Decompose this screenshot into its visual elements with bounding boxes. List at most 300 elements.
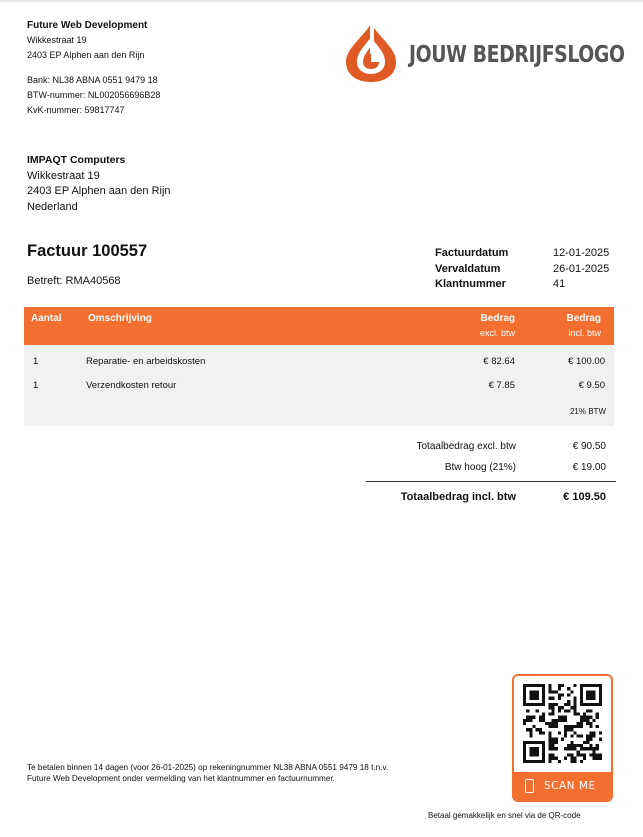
- qr-module: [593, 757, 596, 760]
- qr-module: [551, 757, 554, 760]
- qr-module: [574, 725, 577, 728]
- qr-module: [532, 716, 535, 719]
- qr-module: [523, 754, 526, 757]
- qr-module: [561, 706, 564, 709]
- qr-module: [567, 687, 570, 690]
- qr-module: [586, 693, 589, 696]
- qr-module: [523, 703, 526, 706]
- qr-module: [526, 719, 529, 722]
- qr-module: [583, 754, 586, 757]
- qr-module: [548, 754, 551, 757]
- qr-module: [593, 684, 596, 687]
- qr-module: [593, 703, 596, 706]
- header-amount-incl-sub: incl. btw: [568, 328, 601, 338]
- qr-module: [555, 703, 558, 706]
- qr-module: [564, 757, 567, 760]
- qr-module: [589, 697, 592, 700]
- top-border: [0, 0, 643, 2]
- qr-module: [558, 693, 561, 696]
- qr-module: [596, 725, 599, 728]
- qr-module: [561, 684, 564, 687]
- qr-module: [564, 747, 567, 750]
- sender-kvk: KvK-nummer: 59817747: [27, 105, 125, 115]
- qr-module: [523, 697, 526, 700]
- qr-module: [542, 687, 545, 690]
- qr-module: [539, 760, 542, 763]
- qr-module: [574, 744, 577, 747]
- qr-module: [574, 731, 577, 734]
- qr-module: [589, 735, 592, 738]
- qr-module: [548, 690, 551, 693]
- qr-module: [593, 750, 596, 753]
- qr-module: [561, 693, 564, 696]
- qr-module: [577, 722, 580, 725]
- qr-module: [570, 754, 573, 757]
- qr-module: [551, 741, 554, 744]
- meta-label: Factuurdatum: [435, 247, 509, 259]
- qr-module: [532, 754, 535, 757]
- qr-module: [523, 719, 526, 722]
- qr-module: [529, 735, 532, 738]
- qr-module: [558, 684, 561, 687]
- qr-module: [532, 693, 535, 696]
- subtotal-value: € 90.50: [572, 441, 606, 452]
- vat-label: Btw hoog (21%): [444, 462, 516, 473]
- qr-module: [551, 706, 554, 709]
- qr-module: [577, 725, 580, 728]
- qr-module: [596, 703, 599, 706]
- qr-module: [567, 728, 570, 731]
- qr-module: [555, 738, 558, 741]
- qr-module: [529, 731, 532, 734]
- qr-module: [589, 747, 592, 750]
- qr-module: [558, 697, 561, 700]
- invoice-title: Factuur 100557: [27, 242, 148, 260]
- qr-module: [539, 741, 542, 744]
- meta-label: Vervaldatum: [435, 262, 501, 275]
- qr-module: [548, 735, 551, 738]
- qr-module: [580, 722, 583, 725]
- qr-code[interactable]: [523, 684, 602, 763]
- qr-module: [558, 709, 561, 712]
- qr-module: [542, 757, 545, 760]
- qr-module: [542, 703, 545, 706]
- qr-module: [542, 700, 545, 703]
- qr-module: [542, 719, 545, 722]
- qr-module: [589, 744, 592, 747]
- qr-module: [593, 754, 596, 757]
- qr-module: [551, 690, 554, 693]
- qr-module: [551, 744, 554, 747]
- qr-module: [532, 725, 535, 728]
- qr-module: [532, 747, 535, 750]
- qr-module: [589, 693, 592, 696]
- qr-module: [567, 700, 570, 703]
- qr-module: [523, 722, 526, 725]
- qr-module: [542, 760, 545, 763]
- qr-module: [548, 747, 551, 750]
- qr-module: [586, 697, 589, 700]
- meta-value: 26-01-2025: [553, 262, 610, 275]
- qr-module: [574, 703, 577, 706]
- qr-module: [548, 706, 551, 709]
- qr-module: [558, 706, 561, 709]
- qr-module: [529, 697, 532, 700]
- qr-module: [599, 700, 602, 703]
- qr-module: [589, 684, 592, 687]
- qr-module: [586, 716, 589, 719]
- qr-module: [551, 725, 554, 728]
- qr-module: [529, 747, 532, 750]
- sender-vat-number: BTW-nummer: NL002056696B28: [27, 90, 161, 100]
- qr-module: [548, 738, 551, 741]
- row-amount-incl: € 9.50: [578, 380, 605, 391]
- qr-module: [599, 731, 602, 734]
- row-qty: 1: [33, 356, 39, 367]
- qr-caption: Betaal gemakkelijk en snel via de QR-code: [428, 811, 581, 820]
- qr-module: [570, 690, 573, 693]
- qr-module: [574, 709, 577, 712]
- qr-module: [583, 757, 586, 760]
- logo-text: JOUW BEDRIJFSLOGO: [409, 42, 625, 68]
- qr-module: [564, 735, 567, 738]
- qr-module: [580, 716, 583, 719]
- qr-module: [523, 744, 526, 747]
- qr-module: [599, 690, 602, 693]
- qr-module: [564, 731, 567, 734]
- table-body: [24, 345, 614, 426]
- qr-module: [570, 728, 573, 731]
- qr-module: [593, 719, 596, 722]
- meta-row-due-date: [435, 262, 615, 278]
- scan-me-label: SCAN ME: [544, 780, 596, 792]
- qr-module: [536, 684, 539, 687]
- qr-module: [539, 731, 542, 734]
- qr-module: [583, 719, 586, 722]
- qr-module: [526, 703, 529, 706]
- qr-module: [577, 750, 580, 753]
- qr-module: [570, 757, 573, 760]
- qr-module: [523, 684, 526, 687]
- qr-module: [564, 719, 567, 722]
- invoice-subject: Betreft: RMA40568: [27, 275, 121, 287]
- qr-module: [599, 693, 602, 696]
- qr-module: [526, 728, 529, 731]
- qr-module: [542, 750, 545, 753]
- qr-module: [539, 728, 542, 731]
- qr-module: [529, 684, 532, 687]
- qr-module: [577, 712, 580, 715]
- qr-module: [586, 703, 589, 706]
- qr-module: [570, 706, 573, 709]
- qr-module: [523, 757, 526, 760]
- row-amount-excl: € 7.85: [488, 380, 515, 391]
- qr-module: [596, 757, 599, 760]
- sender-block: [27, 18, 160, 118]
- qr-module: [558, 687, 561, 690]
- qr-module: [555, 719, 558, 722]
- qr-module: [529, 750, 532, 753]
- qr-module: [548, 725, 551, 728]
- meta-value: 12-01-2025: [553, 247, 610, 259]
- qr-module: [529, 716, 532, 719]
- qr-module: [536, 741, 539, 744]
- meta-row-invoice-date: [435, 246, 615, 262]
- qr-module: [589, 703, 592, 706]
- recipient-country: Nederland: [27, 200, 78, 213]
- qr-module: [570, 744, 573, 747]
- qr-module: [586, 709, 589, 712]
- qr-module: [561, 719, 564, 722]
- qr-module: [574, 684, 577, 687]
- qr-module: [564, 728, 567, 731]
- qr-module: [567, 693, 570, 696]
- payment-terms-line: Future Web Development onder vermelding van het klantnummer en factuurnummer.: [27, 774, 335, 783]
- invoice-meta: [435, 246, 615, 293]
- qr-module: [580, 754, 583, 757]
- qr-module: [532, 697, 535, 700]
- qr-module: [551, 697, 554, 700]
- recipient-street: Wikkestraat 19: [27, 169, 100, 182]
- qr-module: [580, 747, 583, 750]
- qr-module: [583, 712, 586, 715]
- qr-module: [523, 700, 526, 703]
- qr-module: [574, 747, 577, 750]
- qr-module: [596, 754, 599, 757]
- qr-module: [577, 735, 580, 738]
- qr-module: [542, 684, 545, 687]
- qr-module: [586, 747, 589, 750]
- grand-total-value: € 109.50: [563, 491, 606, 503]
- qr-module: [599, 754, 602, 757]
- qr-module: [580, 744, 583, 747]
- qr-module: [526, 709, 529, 712]
- qr-module: [580, 735, 583, 738]
- qr-module: [532, 750, 535, 753]
- qr-module: [574, 706, 577, 709]
- qr-module: [567, 709, 570, 712]
- qr-module: [589, 754, 592, 757]
- qr-module: [542, 693, 545, 696]
- qr-module: [586, 684, 589, 687]
- qr-module: [599, 738, 602, 741]
- qr-module: [548, 712, 551, 715]
- qr-module: [558, 716, 561, 719]
- qr-module: [589, 731, 592, 734]
- qr-module: [593, 690, 596, 693]
- qr-module: [580, 700, 583, 703]
- qr-module: [523, 741, 526, 744]
- row-description: Reparatie- en arbeidskosten: [86, 356, 206, 367]
- qr-module: [551, 738, 554, 741]
- qr-module: [555, 690, 558, 693]
- qr-module: [529, 690, 532, 693]
- qr-module: [539, 716, 542, 719]
- qr-module: [529, 693, 532, 696]
- qr-module: [539, 719, 542, 722]
- qr-module: [567, 703, 570, 706]
- qr-module: [555, 747, 558, 750]
- qr-payment-box[interactable]: [512, 674, 613, 802]
- qr-module: [545, 722, 548, 725]
- qr-module: [570, 735, 573, 738]
- qr-module: [548, 703, 551, 706]
- qr-module: [536, 703, 539, 706]
- scan-me-bar[interactable]: [514, 772, 611, 800]
- qr-module: [548, 722, 551, 725]
- qr-module: [548, 744, 551, 747]
- qr-module: [589, 716, 592, 719]
- qr-module: [599, 684, 602, 687]
- header-qty: Aantal: [31, 313, 62, 324]
- qr-module: [577, 754, 580, 757]
- qr-module: [589, 709, 592, 712]
- qr-module: [539, 684, 542, 687]
- qr-module: [567, 754, 570, 757]
- qr-module: [548, 731, 551, 734]
- qr-module: [570, 741, 573, 744]
- qr-module: [532, 690, 535, 693]
- qr-module: [599, 703, 602, 706]
- qr-module: [570, 747, 573, 750]
- qr-module: [574, 760, 577, 763]
- vat-value: € 19.00: [572, 462, 606, 473]
- subtotal-row: [366, 441, 616, 455]
- qr-module: [570, 760, 573, 763]
- sender-bank: Bank: NL38 ABNA 0551 9479 18: [27, 75, 158, 85]
- qr-module: [580, 684, 583, 687]
- qr-module: [596, 712, 599, 715]
- qr-module: [536, 697, 539, 700]
- qr-module: [542, 697, 545, 700]
- qr-module: [567, 747, 570, 750]
- qr-module: [593, 693, 596, 696]
- meta-row-customer-number: [435, 277, 615, 293]
- payment-terms-line: Te betalen binnen 14 dagen (voor 26-01-2025) op rekeningnummer NL38 ABNA 0551 9479 18 t.n.v.: [27, 763, 389, 772]
- sender-name: Future Web Development: [27, 20, 148, 31]
- qr-module: [523, 760, 526, 763]
- qr-module: [596, 744, 599, 747]
- vat-rate-note: 21% BTW: [569, 407, 606, 416]
- qr-module: [570, 725, 573, 728]
- qr-module: [555, 722, 558, 725]
- qr-module: [574, 697, 577, 700]
- qr-module: [586, 719, 589, 722]
- qr-module: [542, 716, 545, 719]
- header-amount-excl: Bedrag: [480, 313, 515, 324]
- qr-module: [558, 760, 561, 763]
- qr-module: [536, 760, 539, 763]
- qr-module: [542, 712, 545, 715]
- qr-module: [567, 725, 570, 728]
- qr-module: [529, 760, 532, 763]
- sender-city: 2403 EP Alphen aan den Rijn: [27, 50, 145, 60]
- subtotal-label: Totaalbedrag excl. btw: [416, 441, 516, 452]
- qr-module: [532, 684, 535, 687]
- qr-module: [548, 697, 551, 700]
- qr-module: [542, 741, 545, 744]
- qr-module: [564, 703, 567, 706]
- qr-module: [599, 697, 602, 700]
- recipient-block: [27, 153, 171, 215]
- qr-module: [574, 700, 577, 703]
- qr-module: [532, 703, 535, 706]
- qr-module: [526, 741, 529, 744]
- sender-street: Wikkestraat 19: [27, 35, 87, 45]
- recipient-city: 2403 EP Alphen aan den Rijn: [27, 185, 171, 197]
- qr-module: [596, 747, 599, 750]
- qr-module: [523, 750, 526, 753]
- row-amount-excl: € 82.64: [483, 356, 515, 367]
- qr-module: [532, 741, 535, 744]
- qr-module: [596, 716, 599, 719]
- qr-module: [574, 757, 577, 760]
- qr-module: [580, 693, 583, 696]
- qr-module: [580, 725, 583, 728]
- row-amount-incl: € 100.00: [568, 356, 605, 367]
- qr-module: [586, 741, 589, 744]
- vat-row: [366, 462, 616, 476]
- qr-module: [583, 684, 586, 687]
- qr-module: [555, 741, 558, 744]
- qr-module: [548, 757, 551, 760]
- qr-module: [580, 690, 583, 693]
- qr-module: [599, 757, 602, 760]
- qr-module: [529, 728, 532, 731]
- qr-module: [523, 693, 526, 696]
- qr-module: [542, 690, 545, 693]
- qr-module: [551, 709, 554, 712]
- meta-value: 41: [553, 278, 566, 290]
- qr-module: [564, 725, 567, 728]
- qr-module: [596, 684, 599, 687]
- qr-module: [542, 747, 545, 750]
- qr-module: [542, 754, 545, 757]
- company-logo: [340, 22, 625, 84]
- qr-module: [536, 747, 539, 750]
- qr-module: [558, 731, 561, 734]
- phone-icon: [525, 779, 534, 793]
- qr-module: [583, 747, 586, 750]
- qr-module: [580, 719, 583, 722]
- qr-module: [529, 741, 532, 744]
- qr-module: [555, 725, 558, 728]
- qr-module: [586, 722, 589, 725]
- table-header: [24, 307, 614, 345]
- meta-label: Klantnummer: [435, 278, 506, 290]
- qr-module: [586, 735, 589, 738]
- qr-module: [593, 697, 596, 700]
- qr-module: [548, 760, 551, 763]
- qr-module: [542, 731, 545, 734]
- qr-module: [536, 709, 539, 712]
- qr-module: [580, 687, 583, 690]
- qr-module: [551, 754, 554, 757]
- qr-module: [561, 738, 564, 741]
- qr-module: [529, 703, 532, 706]
- qr-module: [551, 712, 554, 715]
- table-row: [24, 356, 614, 370]
- qr-module: [589, 722, 592, 725]
- qr-module: [583, 703, 586, 706]
- qr-module: [523, 690, 526, 693]
- qr-module: [586, 690, 589, 693]
- qr-module: [589, 690, 592, 693]
- qr-module: [536, 690, 539, 693]
- qr-module: [593, 747, 596, 750]
- qr-module: [580, 760, 583, 763]
- row-qty: 1: [33, 380, 39, 391]
